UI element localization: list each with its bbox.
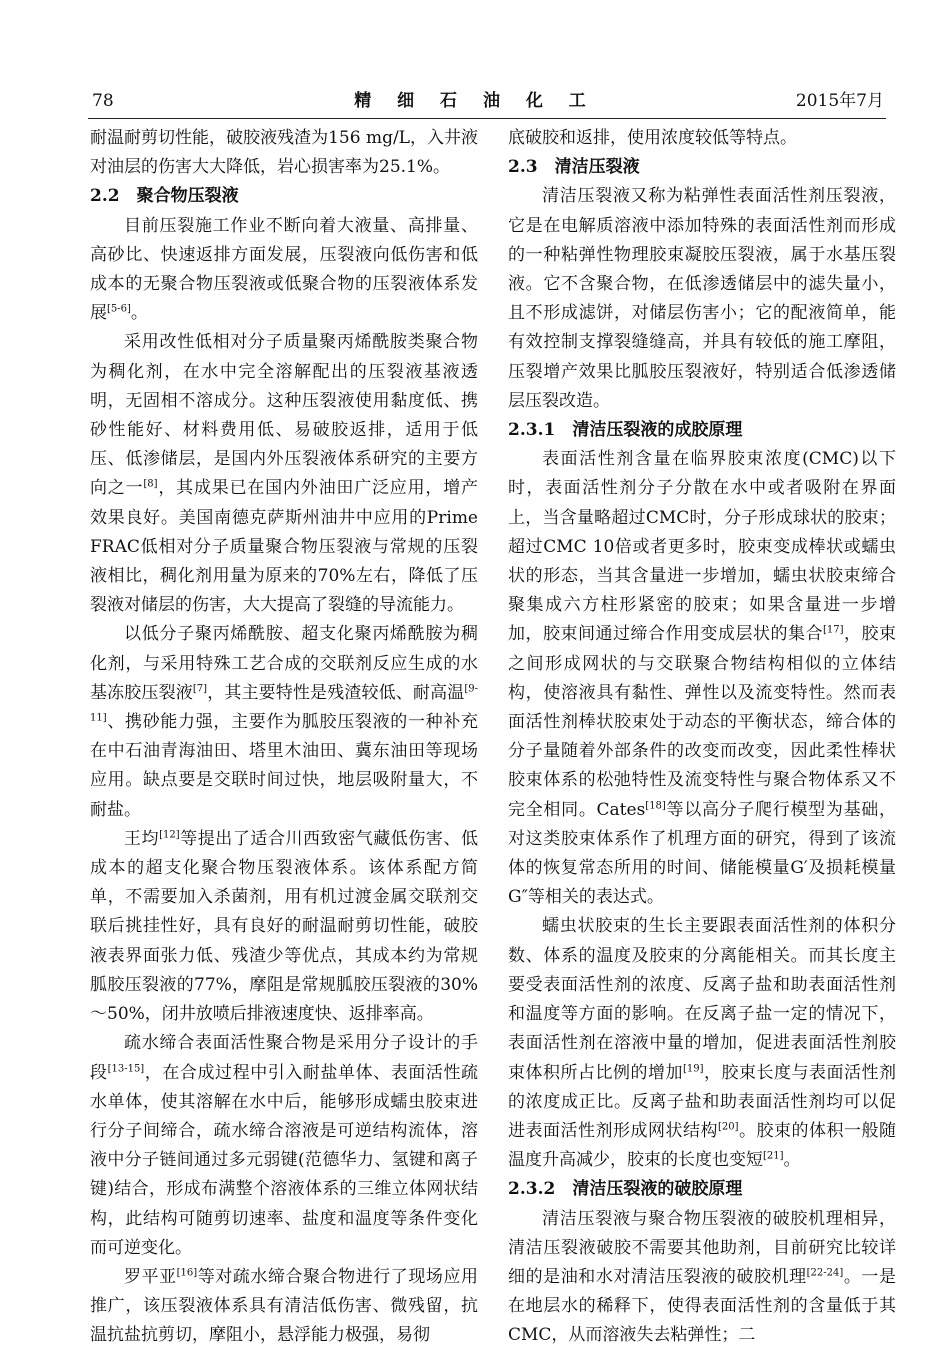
paragraph-continuation: 底破胶和返排，使用浓度较低等特点。 — [508, 128, 797, 148]
section-heading: 2.3.1 清洁压裂液的成胶原理 — [508, 420, 743, 441]
paragraph — [508, 445, 896, 912]
section-heading: 2.3.2 清洁压裂液的破胶原理 — [508, 1179, 743, 1200]
citation-ref: [7] — [192, 683, 208, 695]
paragraph-text: 以低分子聚丙烯酰胺、超支化聚丙烯酰胺为稠化剂，与采用特殊工艺合成的交联剂反应生成的水基冻胶压裂液 — [90, 624, 478, 703]
paragraph-text: 、携砂能力强，主要作为胍胶压裂液的一种补充在中石油青海油田、塔里木油田、冀东油田等现场应用。缺点要是交联时间过快，地层吸附量大，不耐盐。 — [90, 712, 478, 820]
paragraph-text: 等对疏水缔合聚合物进行了现场应用推广，该压裂液体系具有清洁低伤害、微残留，抗温抗盐抗剪切，摩阻小，悬浮能力极强，易彻 — [90, 1266, 479, 1346]
citation-ref: [22-24] — [806, 1267, 844, 1279]
citation-ref: [17] — [822, 624, 844, 636]
section-heading: 2.3 清洁压裂液 — [508, 157, 640, 178]
paragraph-text: ，其成果已在国内外油田广泛应用，增产效果良好。美国南德克萨斯州油井中应用的Prime FRAC低相对分子质量聚合物压裂液与常规的压裂液相比，稠化剂用量为原来的70%左右，降低了压裂液对储层的伤害，大大提高了裂缝的导流能力。 — [90, 478, 479, 616]
citation-ref: [21] — [763, 1150, 784, 1162]
paragraph — [90, 328, 478, 620]
issue-date: 2015年7月 — [795, 91, 884, 111]
paragraph-text: 。一是在地层水的稀释下，使得表面活性剂的含量低于其CMC，从而溶液失去粘弹性；二 — [508, 1266, 897, 1346]
paragraph-text: 表面活性剂含量在临界胶束浓度(CMC)以下时，表面活性剂分子分散在水中或者吸附在界面上，当含量略超过CMC时，分子形成球状的胶束；超过CMC 10倍或者更多时，胶束变成棒状或蠕虫状的形态，当其含量进一步增加，蠕虫状胶束缔合聚集成六方柱形紧密的胶束；如果含量进一步增加，胶束间通过缔合作用变成层状的集合 — [508, 449, 896, 645]
paragraph-text: 清洁压裂液与聚合物压裂液的破胶机理相异，清洁压裂液破胶不需要其他助剂，目前研究比较详细的是油和水对清洁压裂液的破胶机理 — [508, 1208, 896, 1287]
journal-title: 精 细 石 油 化 工 — [354, 91, 596, 111]
citation-ref: [8] — [143, 478, 158, 490]
citation-ref: [5-6] — [107, 303, 131, 315]
header-rule — [88, 118, 886, 119]
paragraph-text: 罗平亚 — [124, 1266, 177, 1287]
citation-ref: [12] — [159, 829, 180, 841]
citation-ref: [18] — [645, 800, 666, 812]
paragraph-text: 王均 — [124, 828, 160, 849]
paragraph-text: 蠕虫状胶束的生长主要跟表面活性剂的体积分数、体系的温度及胶束的分离能相关。而其长度主要受表面活性剂的浓度、反离子盐和助表面活性剂和温度等方面的影响。在反离子盐一定的情况下，表面活性剂在溶液中量的增加，促进表面活性剂胶束体积所占比例的增加 — [508, 916, 896, 1083]
paragraph-text: 目前压裂施工作业不断向着大液量、高排量、高砂比、快速返排方面发展，压裂液向低伤害和低成本的无聚合物压裂液或低聚合物的压裂液体系发展 — [90, 215, 478, 324]
paragraph — [90, 1029, 478, 1263]
paragraph — [508, 912, 896, 1175]
paragraph-text: 。胶束的体积一般随温度升高减少，胶束的长度也变短 — [508, 1120, 897, 1171]
paragraph-continuation: 耐温耐剪切性能，破胶液残渣为156 mg/L，入井液对油层的伤害大大降低，岩心损害率为25.1%。 — [90, 128, 478, 178]
paragraph-text: 等以高分子爬行模型为基础，对这类胶束体系作了机理方面的研究，得到了该流体的恢复常态所用的时间、储能模量G′及损耗模量G″等相关的表达式。 — [508, 799, 897, 908]
paragraph-text: 等提出了适合川西致密气藏低伤害、低成本的超支化聚合物压裂液体系。该体系配方简单，不需要加入杀菌剂，用有机过渡金属交联剂交联后挑挂性好，具有良好的耐温耐剪切性能，破胶液表界面张力低、残渣少等优点，其成本约为常规胍胶压裂液的77%，摩阻是常规胍胶压裂液的30%～50%，闭井放喷后排液速度快、返排率高。 — [90, 828, 479, 1025]
left-column — [90, 124, 478, 1351]
paragraph — [90, 620, 478, 824]
citation-ref: [9-11] — [90, 683, 479, 724]
paragraph-text: 清洁压裂液又称为粘弹性表面活性剂压裂液，它是在电解质溶液中添加特殊的表面活性剂而形成的一种粘弹性物理胶束凝胶压裂液，属于水基压裂液。它不含聚合物，在低渗透储层中的滤失量小，且不形成滤饼，对储层伤害小；它的配液简单，能有效控制支撑裂缝缝高，并具有较低的施工摩阻，压裂增产效果比胍胶压裂液好，特别适合低渗透储层压裂改造。 — [508, 186, 896, 411]
section-heading: 2.2 聚合物压裂液 — [90, 186, 239, 207]
citation-ref: [16] — [176, 1267, 198, 1279]
paragraph-text: 疏水缔合表面活性聚合物是采用分子设计的手段 — [90, 1033, 478, 1083]
paragraph — [508, 1205, 896, 1351]
paragraph — [90, 825, 478, 1029]
paragraph-text: ，胶束长度与表面活性剂的浓度成正比。反离子盐和助表面活性剂均可以促进表面活性剂形成网状结构 — [508, 1062, 897, 1141]
page-number: 78 — [92, 91, 114, 111]
paragraph — [90, 212, 478, 329]
paragraph-text: 。 — [783, 1150, 801, 1171]
citation-ref: [13-15] — [107, 1062, 145, 1074]
paragraph — [90, 1263, 478, 1351]
right-column — [508, 124, 896, 1351]
paragraph-text: ，胶束之间形成网状的与交联聚合物结构相似的立体结构，使溶液具有黏性、弹性以及流变特性。然而表面活性剂棒状胶束处于动态的平衡状态，缔合体的分子量随着外部条件的改变而改变，因此柔性棒状胶束体系的松弛特性及流变特性与聚合物体系又不完全相同。Cates — [508, 624, 897, 820]
paragraph-text: 。 — [130, 303, 148, 324]
paragraph-text: 采用改性低相对分子质量聚丙烯酰胺类聚合物为稠化剂，在水中完全溶解配出的压裂液基液透明，无固相不溶成分。这种压裂液使用黏度低、携砂性能好、材料费用低、易破胶返排，适用于低压、低渗储层，是国内外压裂液体系研究的主要方向之一 — [90, 332, 478, 499]
paragraph — [508, 182, 896, 416]
paragraph-text: ，在合成过程中引入耐盐单体、表面活性疏水单体，使其溶解在水中后，能够形成蠕虫胶束进行分子间缔合，疏水缔合溶液是可逆结构流体，溶液中分子链间通过多元弱键(范德华力、氢键和离子键)结合，形成布满整个溶液体系的三维立体网状结构，此结构可随剪切速率、盐度和温度等条件变化而可逆变化。 — [90, 1062, 479, 1258]
citation-ref: [20] — [717, 1121, 739, 1133]
paragraph-text: ，其主要特性是残渣较低、耐高温 — [207, 682, 465, 703]
citation-ref: [19] — [683, 1062, 704, 1074]
